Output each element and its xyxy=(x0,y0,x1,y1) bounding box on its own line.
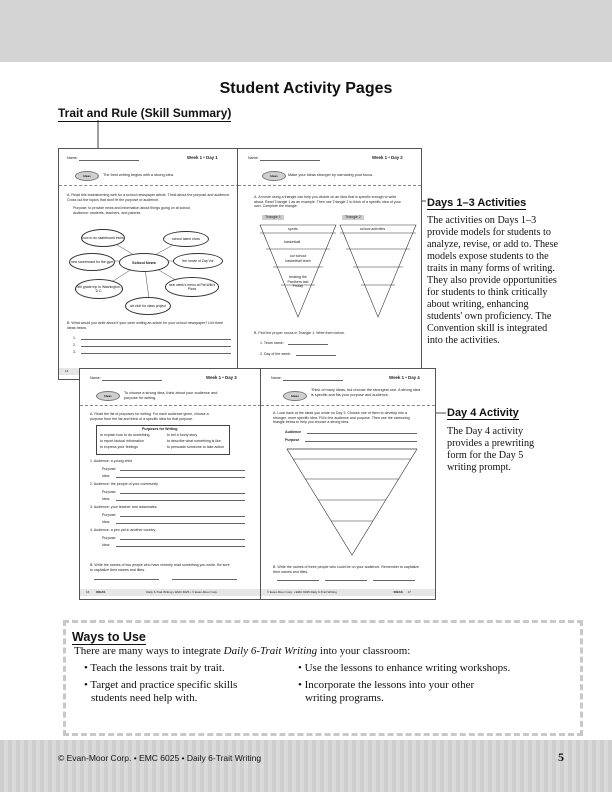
days13-description: The activities on Days 1–3 provide models for students to analyze, revise, or add to. These models expose students to the traits in many forms of writing. They also provide opportunities for students to think critically about writing, enhancing students' own proficiency. The Convention skill is integrated into the activities. xyxy=(427,215,559,346)
page-footer-number: 14 xyxy=(65,369,69,373)
purposes-box-title: Purposes for Writing xyxy=(142,427,178,431)
triangle2-top: school activities xyxy=(360,227,386,231)
idea-label: Idea: xyxy=(102,543,110,547)
triangle1-label: Triangle 1 xyxy=(262,215,284,220)
web-bubble: new scoreboard for the gym xyxy=(69,253,115,271)
triangle1-item: our school basketball team xyxy=(285,254,311,263)
page-footer-credit: © Evan-Moor Corp. • EMC 6025 Daily 6-Trait Writing xyxy=(267,590,337,594)
purpose-option: to report factual information xyxy=(100,439,144,443)
audience-item: 2. Audience: the people of your community xyxy=(90,482,158,486)
week-day-label: Week 1 • Day 2 xyxy=(372,155,403,160)
purpose-option: to explain how to do something xyxy=(100,433,150,437)
web-bubble: 5th grade trip to Washington, D.C. xyxy=(75,279,123,299)
ways-left-bullets: • Teach the lessons trait by trait. • Target and practice specific skills students need help with. xyxy=(84,662,238,704)
audience-line: Audience: students, teachers, and parents xyxy=(73,211,141,215)
web-bubble: the movie of Zap Vor xyxy=(173,253,223,269)
question-b: B. What would you write about if your were writing an article for your school newspaper? List three ideas below. xyxy=(67,321,224,330)
name-label: Name: xyxy=(90,376,101,380)
answer-item: 2. Day of the week: xyxy=(260,352,291,356)
rule-text: To choose a strong idea, think about your audience and purpose for writing. xyxy=(124,391,218,400)
audience-item: 3. Audience: your teacher and classmates xyxy=(90,505,157,509)
rule-text: Think of many ideas, but choose the strongest one. A strong idea is specific and fits your purpose and audience. xyxy=(311,388,421,397)
triangle1-item: basketball xyxy=(284,240,301,244)
triangle1-top: sports xyxy=(288,227,298,231)
purpose-label: Purpose: xyxy=(102,467,117,471)
purpose-option: to tell a funny story xyxy=(167,433,198,437)
idea-label: Idea: xyxy=(102,497,110,501)
page-footer-number: 16 xyxy=(86,590,90,594)
ways-to-use-heading: Ways to Use xyxy=(72,630,146,644)
question-b: B. Write the names of three people who could be on your audience. Remember to capitalize their names and titles. xyxy=(273,565,419,574)
week-day-label: Week 1 • Day 4 xyxy=(389,375,420,380)
purpose-label: Purpose: xyxy=(102,490,117,494)
web-bubble: how to do skateboard tricks xyxy=(81,229,125,247)
web-center: School News xyxy=(119,253,169,272)
page-title: Student Activity Pages xyxy=(219,80,393,97)
purposes-box xyxy=(96,425,230,455)
audience-item: 1. Audience: a young child xyxy=(90,459,132,463)
rule-text: Make your ideas stronger by narrowing your focus. xyxy=(288,173,374,177)
ideas-badge: Ideas xyxy=(283,391,307,401)
activity-page-day2 xyxy=(237,148,422,370)
ways-intro: There are many ways to integrate Daily 6-Trait Writing into your classroom: xyxy=(74,645,411,657)
activity-page-day3 xyxy=(79,368,262,600)
page-footer-credit: © Evan-Moor Corp. • EMC 6025 • Daily 6-Trait Writing xyxy=(58,753,262,763)
name-label: Name: xyxy=(271,376,282,380)
narrowing-triangles xyxy=(238,149,421,369)
question-b: B. Write the names of two people who have recently read something you wrote. Be sure to capitalize their names and titles. xyxy=(90,563,230,572)
web-bubble: art club for class project xyxy=(125,297,171,315)
purpose-field-label: Purpose xyxy=(285,438,300,442)
purpose-option: to persuade someone to take action xyxy=(167,445,225,449)
purpose-option: to express your feelings xyxy=(100,445,138,449)
page-footer-trait: IDEAS xyxy=(393,590,403,594)
web-bubble: school talent show xyxy=(163,231,209,247)
idea-label: Idea: xyxy=(102,520,110,524)
instruction-a: A. Look back at the ideas you wrote on Day 3. Choose one of them to develop into a stronger, more specific idea. Fill in the audience and purpose. Then use the narrowing triangle below to help you choose a strong idea. xyxy=(273,411,410,424)
page-footer xyxy=(80,589,261,596)
page-footer-number: 17 xyxy=(407,590,411,594)
triangle1-item: beating the Panthers last Friday xyxy=(287,275,309,288)
ideas-badge: Ideas xyxy=(75,171,99,181)
purpose-label: Purpose: xyxy=(102,536,117,540)
activity-page-day1 xyxy=(58,148,240,380)
question-b: B. Find the proper nouns in Triangle 1. Write them below. xyxy=(254,331,345,335)
ideas-badge: Ideas xyxy=(96,391,120,401)
ideas-badge: Ideas xyxy=(262,171,286,181)
answer-item: 1. Team name: xyxy=(260,341,284,345)
week-day-label: Week 1 • Day 1 xyxy=(187,155,218,160)
answer-item: 1. xyxy=(73,336,76,340)
rule-text: The best writing begins with a strong idea. xyxy=(103,173,174,177)
name-label: Name: xyxy=(67,156,78,160)
purpose-option: to describe what something is like xyxy=(167,439,221,443)
page-number: 5 xyxy=(558,750,564,764)
answer-item: 2. xyxy=(73,343,76,347)
ways-right-bullets: • Use the lessons to enhance writing workshops. • Incorporate the lessons into your other writing programs. xyxy=(298,662,511,704)
purpose-line: Purpose: to provide news and information about things going on at school xyxy=(73,206,191,210)
page-footer xyxy=(261,589,435,596)
idea-label: Idea: xyxy=(102,474,110,478)
instruction-a: A. Read the list of purposes for writing. For each audience given, choose a purpose from the list and think of a specific idea for that purpose. xyxy=(90,412,209,421)
activity-page-day4 xyxy=(260,368,436,600)
page-footer-credit: Daily 6-Trait Writing • EMC 6025 • © Evan-Moor Corp. xyxy=(146,590,218,594)
audience-item: 4. Audience: a pen pal in another country xyxy=(90,528,156,532)
instruction-a: A. A movie using a triangle can help you decide on an idea that is specific enough to write about. Read Triangle 1 as an example. Then use Triangle 2 to think of a specific idea of your own. Complete the triangle. xyxy=(254,195,401,208)
page-footer-trait: IDEAS xyxy=(96,590,106,594)
day4-heading: Day 4 Activity xyxy=(447,407,519,419)
purpose-label: Purpose: xyxy=(102,513,117,517)
audience-field-label: Audience xyxy=(285,430,302,434)
triangle2-label: Triangle 2 xyxy=(342,215,364,220)
name-label: Name: xyxy=(248,156,259,160)
days13-heading: Days 1–3 Activities xyxy=(427,197,527,209)
week-day-label: Week 1 • Day 3 xyxy=(206,375,237,380)
web-bubble: next week's menu at Pat Wiki's Pizza xyxy=(165,277,219,297)
day4-description: The Day 4 activity provides a prewriting form for the Day 5 writing prompt. xyxy=(447,426,535,473)
answer-item: 3. xyxy=(73,350,76,354)
skill-summary-label: Trait and Rule (Skill Summary) xyxy=(58,106,232,120)
instruction-a: A. Read this brainstorming web for a school newspaper article. Think about the purpose and audience. Cross out the topics that don't fit the purpose or audience. xyxy=(67,193,230,202)
